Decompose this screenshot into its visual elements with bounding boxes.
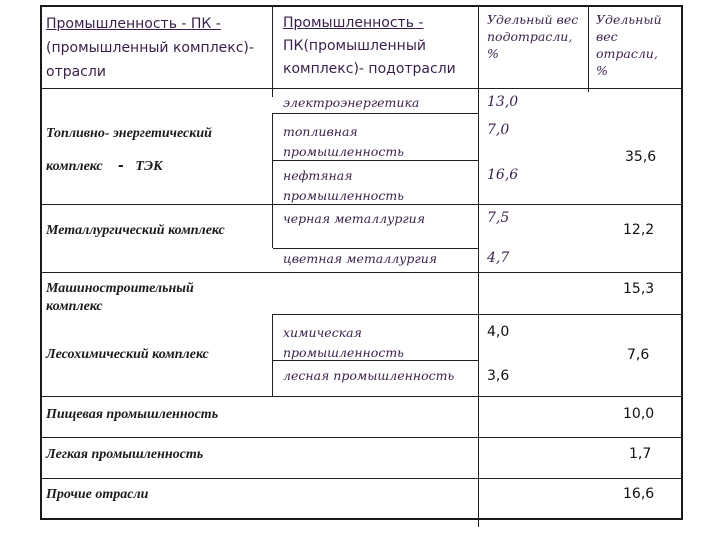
header-col1-line2: (промышленный комплекс)- bbox=[46, 40, 254, 56]
subsector-share-chemical: 4,0 bbox=[487, 324, 510, 340]
complex-share-forest-chemical: 7,6 bbox=[627, 347, 650, 363]
row-divider-header bbox=[42, 88, 272, 89]
header-col2-line3: комплекс)- подотрасли bbox=[283, 61, 456, 77]
complex-machine-building bbox=[46, 280, 271, 315]
complex-forest-chemical: Лесохимический комплекс bbox=[46, 347, 209, 362]
header-col1-line1: Промышленность - ПК - bbox=[46, 16, 221, 32]
complex-machine-building-line2: комплекс bbox=[46, 298, 103, 314]
row-divider-i bbox=[42, 437, 683, 438]
subsector-forest: лесная промышленность bbox=[283, 368, 455, 383]
header-col4 bbox=[596, 12, 681, 80]
complex-fuel-energy-dash: - bbox=[118, 158, 124, 174]
col-divider-3 bbox=[588, 7, 589, 92]
subsector-fuel-line2: промышленность bbox=[283, 144, 404, 159]
subsector-share-forest: 3,6 bbox=[487, 368, 510, 384]
complex-share-other: 16,6 bbox=[623, 486, 655, 502]
complex-fuel-energy-line2: комплекс bbox=[46, 159, 103, 174]
subsector-share-nonferrous: 4,7 bbox=[487, 250, 510, 266]
header-col1 bbox=[46, 12, 271, 84]
subsector-fuel-line1: топливная bbox=[283, 124, 358, 139]
subsector-electric-power: электроэнергетика bbox=[283, 95, 420, 110]
subsector-oil bbox=[283, 166, 473, 206]
header-col3-line1: Удельный вес bbox=[487, 12, 579, 27]
subsector-ferrous: черная металлургия bbox=[283, 211, 425, 226]
complex-metallurgy: Металлургический комплекс bbox=[46, 223, 225, 238]
complex-other: Прочие отрасли bbox=[46, 487, 149, 502]
header-col3-line2: подотрасли, bbox=[487, 28, 573, 44]
header-col4-line3: отрасли, bbox=[596, 45, 658, 61]
subsector-fuel bbox=[283, 122, 473, 162]
subsector-chemical-line1: химическая bbox=[283, 325, 362, 340]
complex-light: Легкая промышленность bbox=[46, 447, 204, 462]
complex-machine-building-line1: Машиностроительный bbox=[46, 281, 194, 296]
col-divider-2 bbox=[478, 7, 479, 527]
row-divider-j bbox=[42, 478, 683, 479]
header-col4-line1: Удельный bbox=[596, 12, 662, 27]
complex-share-metallurgy: 12,2 bbox=[623, 222, 655, 238]
subsector-share-ferrous: 7,5 bbox=[487, 210, 510, 226]
complex-fuel-energy-line1: Топливно- энергетический bbox=[46, 126, 212, 141]
complex-fuel-energy-abbr: ТЭК bbox=[135, 159, 163, 174]
row-divider-f bbox=[273, 314, 683, 315]
subsector-share-electric-power: 13,0 bbox=[487, 94, 519, 110]
complex-food: Пищевая промышленность bbox=[46, 407, 219, 422]
header-col3 bbox=[487, 12, 587, 63]
col-divider-1b bbox=[272, 113, 273, 248]
complex-share-fuel-energy: 35,6 bbox=[625, 149, 657, 165]
complex-share-food: 10,0 bbox=[623, 406, 655, 422]
subsector-chemical-line2: промышленность bbox=[283, 345, 404, 360]
header-col2-line2: ПК(промышленный bbox=[283, 38, 426, 54]
subsector-oil-line1: нефтяная bbox=[283, 168, 353, 183]
subsector-chemical bbox=[283, 323, 473, 363]
header-col4-line2: вес bbox=[596, 28, 618, 44]
header-col2-line1: Промышленность - bbox=[283, 15, 424, 31]
subsector-share-fuel: 7,0 bbox=[487, 122, 510, 138]
row-divider-h bbox=[42, 396, 683, 397]
subsector-nonferrous: цветная металлургия bbox=[283, 251, 438, 266]
header-col4-line4: % bbox=[596, 62, 608, 78]
header-col2 bbox=[283, 12, 478, 81]
header-col3-line3: % bbox=[487, 45, 499, 61]
row-divider-a bbox=[273, 113, 479, 114]
row-divider-d bbox=[273, 248, 479, 249]
row-divider-e bbox=[42, 272, 683, 273]
complex-share-machine-building: 15,3 bbox=[623, 281, 655, 297]
complex-share-light: 1,7 bbox=[629, 446, 652, 462]
col-divider-1 bbox=[272, 7, 273, 97]
row-divider-header-b bbox=[273, 88, 682, 89]
subsector-share-oil: 16,6 bbox=[487, 167, 519, 183]
complex-fuel-energy bbox=[46, 118, 271, 183]
col-divider-1c bbox=[272, 314, 273, 396]
subsector-oil-line2: промышленность bbox=[283, 188, 404, 203]
header-col1-line3: отрасли bbox=[46, 64, 106, 80]
